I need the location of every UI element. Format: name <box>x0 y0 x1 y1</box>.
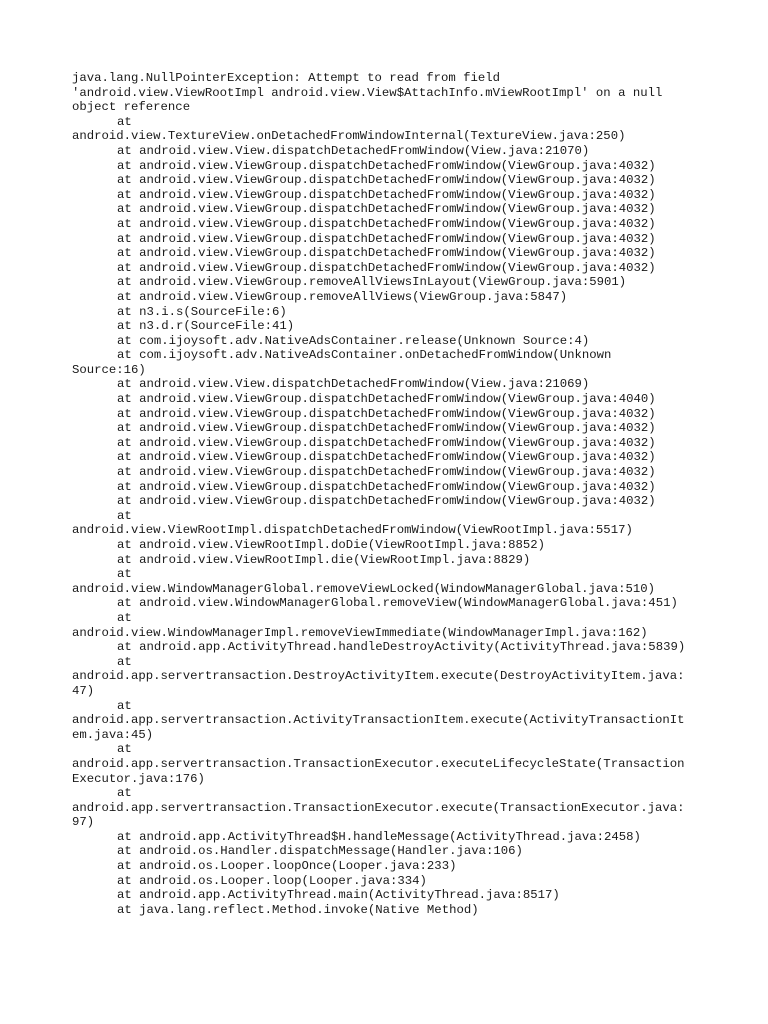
trace-line: at android.view.ViewGroup.dispatchDetachedFromWindow(ViewGroup.java:4032) <box>117 231 656 246</box>
trace-line: android.app.servertransaction.DestroyActivityItem.execute(DestroyActivityItem.java: <box>72 669 685 684</box>
trace-line: em.java:45) <box>72 727 154 742</box>
trace-line: at com.ijoysoft.adv.NativeAdsContainer.release(Unknown Source:4) <box>117 333 590 348</box>
trace-line: android.view.TextureView.onDetachedFromWindowInternal(TextureView.java:250) <box>72 129 626 144</box>
trace-line: at android.view.ViewGroup.removeAllViewsInLayout(ViewGroup.java:5901) <box>117 275 627 290</box>
trace-line: at android.view.ViewGroup.dispatchDetachedFromWindow(ViewGroup.java:4032) <box>117 202 656 217</box>
trace-line: at android.view.ViewGroup.dispatchDetachedFromWindow(ViewGroup.java:4032) <box>117 406 656 421</box>
trace-line: at android.view.ViewRootImpl.doDie(ViewRootImpl.java:8852) <box>117 538 546 552</box>
trace-line: at android.view.View.dispatchDetachedFromWindow(View.java:21069) <box>117 377 590 392</box>
trace-line: at android.os.Handler.dispatchMessage(Handler.java:106) <box>117 844 523 859</box>
trace-line: 47) <box>72 683 95 698</box>
trace-line: android.app.servertransaction.ActivityTransactionItem.execute(ActivityTransactionIt <box>72 713 685 728</box>
trace-line: at android.os.Looper.loop(Looper.java:334) <box>117 873 427 888</box>
stack-trace-text <box>72 71 712 917</box>
trace-line: at android.view.ViewGroup.dispatchDetachedFromWindow(ViewGroup.java:4032) <box>117 158 656 173</box>
trace-line: at android.view.WindowManagerGlobal.removeView(WindowManagerGlobal.java:451) <box>117 596 678 611</box>
trace-line: at android.view.View.dispatchDetachedFromWindow(View.java:21070) <box>117 143 590 158</box>
trace-line: android.view.WindowManagerImpl.removeViewImmediate(WindowManagerImpl.java:162) <box>72 625 648 640</box>
trace-line: at android.view.ViewGroup.dispatchDetachedFromWindow(ViewGroup.java:4032) <box>117 465 656 480</box>
trace-line: Executor.java:176) <box>72 771 205 786</box>
trace-line: android.view.WindowManagerGlobal.removeViewLocked(WindowManagerGlobal.java:510) <box>72 581 655 596</box>
trace-line: at android.view.ViewGroup.dispatchDetachedFromWindow(ViewGroup.java:4032) <box>117 435 656 450</box>
trace-line: at n3.d.r(SourceFile:41) <box>117 319 295 334</box>
trace-line: at java.lang.reflect.Method.invoke(Native Method) <box>117 902 479 917</box>
trace-line: at com.ijoysoft.adv.NativeAdsContainer.onDetachedFromWindow(Unknown <box>117 348 612 363</box>
trace-line: android.app.servertransaction.TransactionExecutor.execute(TransactionExecutor.java: <box>72 800 685 815</box>
trace-line: at <box>117 610 132 625</box>
trace-line: at android.view.ViewRootImpl.die(ViewRootImpl.java:8829) <box>117 552 531 567</box>
trace-line: Source:16) <box>72 362 146 377</box>
trace-line: at <box>117 742 132 757</box>
trace-line: at android.view.ViewGroup.dispatchDetachedFromWindow(ViewGroup.java:4032) <box>117 494 656 509</box>
trace-line: at android.view.ViewGroup.removeAllViews(ViewGroup.java:5847) <box>117 289 568 304</box>
trace-line: 'android.view.ViewRootImpl android.view.View$AttachInfo.mViewRootImpl' on a null <box>72 85 663 100</box>
trace-line: at <box>117 567 132 582</box>
trace-line: at <box>117 114 132 129</box>
trace-line: at android.view.ViewGroup.dispatchDetachedFromWindow(ViewGroup.java:4032) <box>117 173 656 188</box>
trace-line: at <box>117 654 132 669</box>
trace-line: at android.view.ViewGroup.dispatchDetachedFromWindow(ViewGroup.java:4032) <box>117 216 656 231</box>
trace-line: at android.view.ViewGroup.dispatchDetachedFromWindow(ViewGroup.java:4032) <box>117 260 656 275</box>
trace-line: android.view.ViewRootImpl.dispatchDetachedFromWindow(ViewRootImpl.java:5517) <box>72 523 633 538</box>
trace-line: android.app.servertransaction.TransactionExecutor.executeLifecycleState(Transaction <box>72 756 685 771</box>
trace-line: at <box>117 698 132 713</box>
trace-line: at android.view.ViewGroup.dispatchDetachedFromWindow(ViewGroup.java:4032) <box>117 187 656 202</box>
trace-line: at android.app.ActivityThread$H.handleMessage(ActivityThread.java:2458) <box>117 829 641 844</box>
trace-line: at android.os.Looper.loopOnce(Looper.java:233) <box>117 859 457 874</box>
trace-line: at android.view.ViewGroup.dispatchDetachedFromWindow(ViewGroup.java:4032) <box>117 421 656 436</box>
trace-line: at android.view.ViewGroup.dispatchDetachedFromWindow(ViewGroup.java:4032) <box>117 450 656 465</box>
trace-line: at android.view.ViewGroup.dispatchDetachedFromWindow(ViewGroup.java:4032) <box>117 246 656 261</box>
trace-line: 97) <box>72 815 95 830</box>
trace-line: at android.app.ActivityThread.handleDestroyActivity(ActivityThread.java:5839) <box>117 640 686 655</box>
trace-line: at android.view.ViewGroup.dispatchDetachedFromWindow(ViewGroup.java:4032) <box>117 479 656 494</box>
trace-line: at <box>117 786 132 801</box>
trace-line: at <box>117 508 132 523</box>
trace-line: at android.view.ViewGroup.dispatchDetachedFromWindow(ViewGroup.java:4040) <box>117 392 656 407</box>
trace-line: object reference <box>72 100 191 115</box>
trace-line: at n3.i.s(SourceFile:6) <box>117 304 287 319</box>
trace-line: java.lang.NullPointerException: Attempt to read from field <box>72 71 501 85</box>
trace-line: at android.app.ActivityThread.main(ActivityThread.java:8517) <box>117 888 560 903</box>
